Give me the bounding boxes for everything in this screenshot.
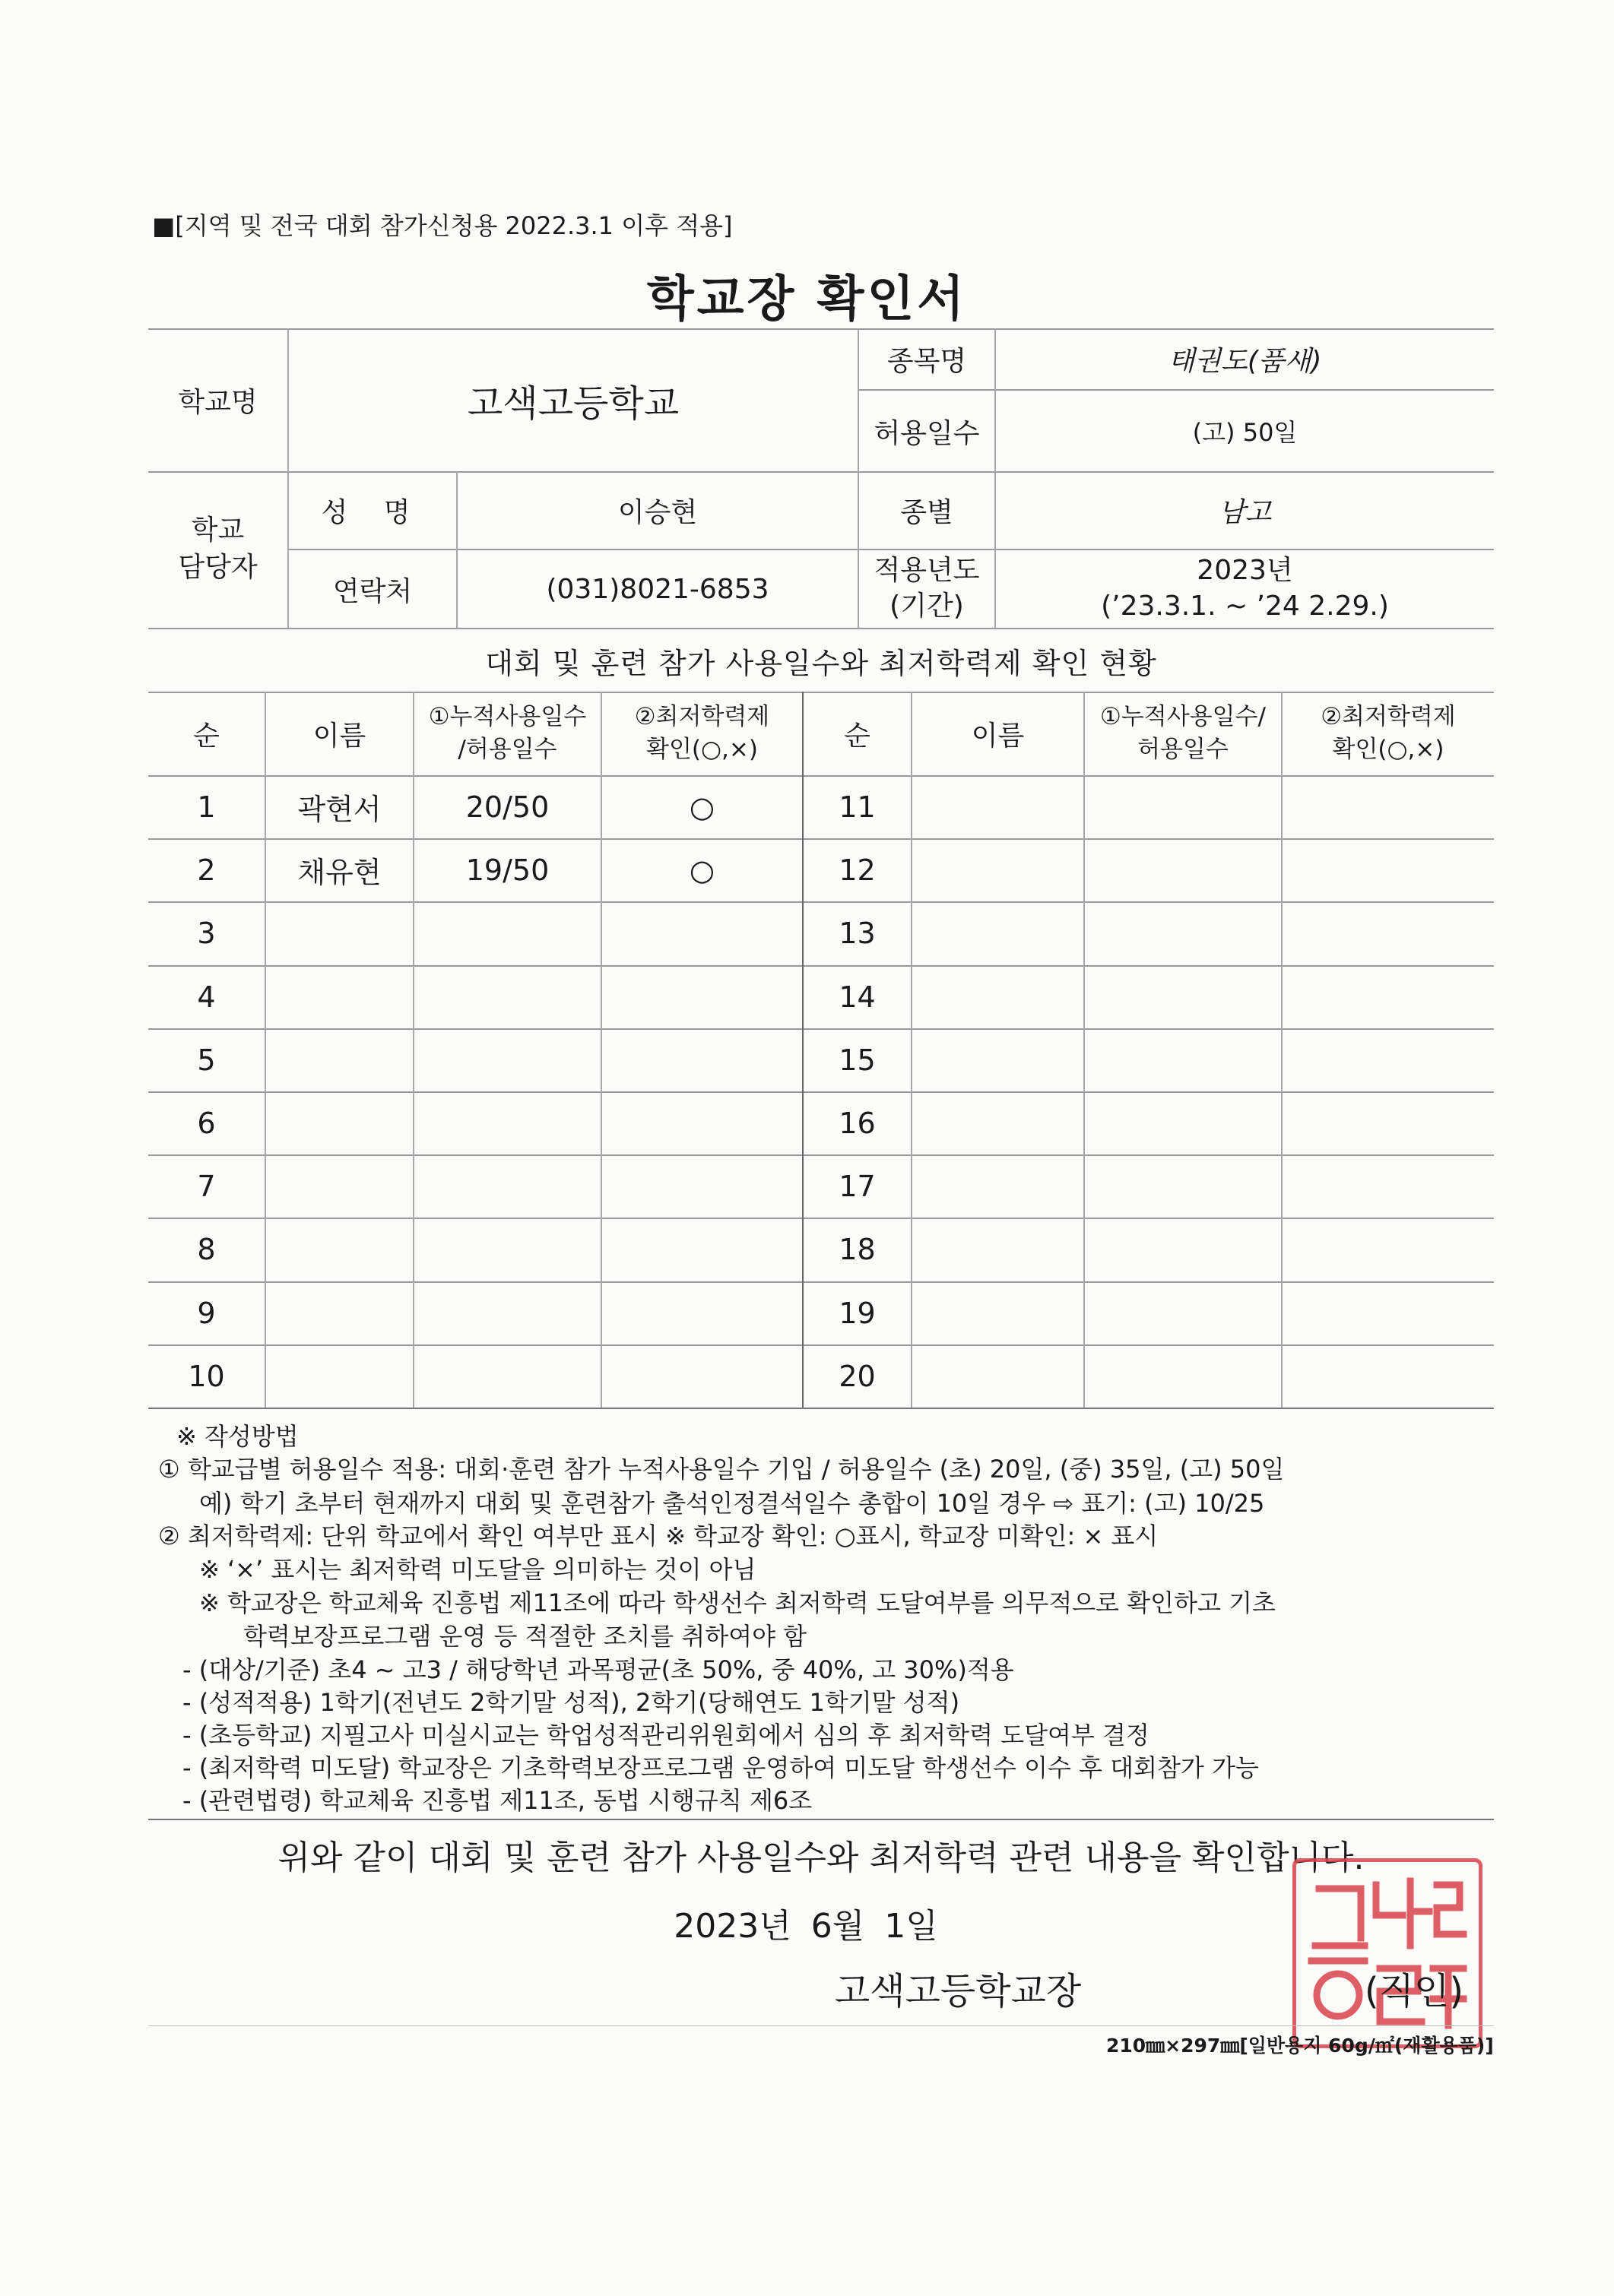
row-check <box>602 901 802 964</box>
gender-value: 남고 <box>1218 496 1272 528</box>
row-check: ○ <box>689 853 715 887</box>
note-item: - (최저학력 미도달) 학교장은 기초학력보장프로그램 운영하여 미도달 학생선수 이수 후 대회참가 가능 <box>182 1753 1259 1782</box>
col-header-name-right: 이름 <box>971 720 1025 752</box>
row-number-right: 14 <box>839 980 876 1014</box>
row-check <box>602 1154 802 1218</box>
row-days <box>414 1344 601 1408</box>
col-header-name: 이름 <box>312 720 366 752</box>
row-name <box>266 901 413 964</box>
row-name: 채유현 <box>297 856 382 889</box>
row-name <box>266 1281 413 1344</box>
row-number-right: 12 <box>839 853 876 887</box>
school-label: 학교명 <box>178 386 258 418</box>
note-item: - (성적적용) 1학기(전년도 2학기말 성적), 2학기(당해연도 1학기말 성적) <box>182 1688 960 1717</box>
row-days <box>414 1218 601 1281</box>
note-item: ① 학교급별 허용일수 적용: 대회·훈련 참가 누적사용일수 기입 / 허용일수 (초) 20일, (중) 35일, (고) 50일 <box>158 1455 1285 1484</box>
row-days: 20/50 <box>465 790 550 824</box>
row-number: 2 <box>197 853 216 887</box>
row-days <box>414 901 601 964</box>
row-number: 6 <box>197 1106 216 1140</box>
note-heading: ※ 작성방법 <box>176 1422 299 1451</box>
col-header-check: ②최저학력제 확인(○,×) <box>634 702 770 763</box>
contact-value: (031)8021-6853 <box>546 573 769 605</box>
row-name <box>266 1091 413 1154</box>
row-number: 5 <box>197 1043 216 1077</box>
row-number: 10 <box>188 1359 225 1393</box>
col-header-no-right: 순 <box>844 720 870 752</box>
paper-spec-footer: 210㎜×297㎜[일반용지 60g/㎡(재활용품)] <box>1106 2035 1494 2057</box>
row-check <box>602 1028 802 1091</box>
note-item: 예) 학기 초부터 현재까지 대회 및 훈련참가 출석인정결석일수 총합이 10일 경우 ⇨ 표기: (고) 10/25 <box>199 1489 1265 1518</box>
page-title: 학교장 확인서 <box>646 271 968 328</box>
name-label: 성 명 <box>321 496 424 528</box>
row-days <box>414 1028 601 1091</box>
sport-value: 태권도(품새) <box>1168 345 1322 377</box>
row-check <box>602 1218 802 1281</box>
row-number: 7 <box>197 1169 216 1203</box>
row-check <box>602 1344 802 1408</box>
note-item: ※ 학교장은 학교체육 진흥법 제11조에 따라 학생선수 최저학력 도달여부를 의무적으로 확인하고 기초 <box>199 1588 1276 1617</box>
row-number: 8 <box>197 1232 216 1266</box>
gender-label: 종별 <box>900 496 953 528</box>
row-name: 곽현서 <box>297 793 382 826</box>
row-name <box>266 965 413 1028</box>
col-header-days: ①누적사용일수 /허용일수 <box>428 702 587 763</box>
issue-date: 2023년 6월 1일 <box>674 1907 938 1946</box>
note-item: ※ ‘×’ 표시는 최저학력 미도달을 의미하는 것이 아님 <box>199 1555 756 1584</box>
row-name <box>266 1154 413 1218</box>
official-seal-stamp <box>1292 1858 1482 2048</box>
row-number-right: 18 <box>839 1232 876 1266</box>
row-check: ○ <box>689 790 715 824</box>
row-days <box>414 1091 601 1154</box>
note-item: 학력보장프로그램 운영 등 적절한 조치를 취하여야 함 <box>243 1622 807 1651</box>
sport-label: 종목명 <box>886 345 967 377</box>
allowed-days-value: (고) 50일 <box>1192 418 1298 447</box>
row-number-right: 16 <box>839 1106 876 1140</box>
row-number-right: 15 <box>839 1043 876 1077</box>
row-name <box>266 1028 413 1091</box>
row-check <box>602 965 802 1028</box>
note-item: - (대상/기준) 초4 ~ 고3 / 해당학년 과목평균(초 50%, 중 40%, 고 30%)적용 <box>182 1655 1014 1684</box>
note-item: - (관련법령) 학교체육 진흥법 제11조, 동법 시행규칙 제6조 <box>182 1786 813 1815</box>
allowed-days-label: 허용일수 <box>874 417 980 449</box>
row-check <box>602 1091 802 1154</box>
col-header-check-right: ②최저학력제 확인(○,×) <box>1321 702 1456 763</box>
row-number: 1 <box>197 790 216 824</box>
row-number: 9 <box>197 1296 216 1330</box>
row-name <box>266 1344 413 1408</box>
row-number-right: 11 <box>839 790 876 824</box>
row-number: 3 <box>197 916 216 950</box>
row-days <box>414 1154 601 1218</box>
manager-label: 학교 담당자 <box>178 515 258 583</box>
row-number-right: 17 <box>839 1169 876 1203</box>
row-days <box>414 1281 601 1344</box>
confirm-statement: 위와 같이 대회 및 훈련 참가 사용일수와 최저학력 관련 내용을 확인합니다. <box>277 1838 1365 1877</box>
school-name: 고색고등학교 <box>467 382 680 425</box>
row-days: 19/50 <box>465 853 550 887</box>
col-header-no: 순 <box>193 720 220 752</box>
row-number-right: 19 <box>839 1296 876 1330</box>
row-number-right: 13 <box>839 916 876 950</box>
note-item: - (초등학교) 지필고사 미실시교는 학업성적관리위원회에서 심의 후 최저학력 도달여부 결정 <box>182 1721 1149 1750</box>
row-number: 4 <box>197 980 216 1014</box>
principal-name: 고색고등학교장 <box>834 1969 1082 2013</box>
apply-year-label: 적용년도 (기간) <box>874 555 980 622</box>
row-days <box>414 965 601 1028</box>
section-title: 대회 및 훈련 참가 사용일수와 최저학력제 확인 현황 <box>485 646 1157 680</box>
note-item: ② 최저학력제: 단위 학교에서 확인 여부만 표시 ※ 학교장 확인: ○표시, 학교장 미확인: × 표시 <box>158 1522 1159 1550</box>
name-value: 이승현 <box>617 496 698 528</box>
apply-year-value: 2023년 (’23.3.1. ~ ’24 2.29.) <box>1101 555 1389 622</box>
row-name <box>266 1218 413 1281</box>
seal-label: (직인) <box>1364 1969 1464 2013</box>
row-number-right: 20 <box>839 1359 876 1393</box>
row-check <box>602 1281 802 1344</box>
col-header-days-right: ①누적사용일수/ 허용일수 <box>1100 702 1266 763</box>
contact-label: 연락처 <box>332 575 413 607</box>
form-header-note: ■[지역 및 전국 대회 참가신청용 2022.3.1 이후 적용] <box>152 211 733 240</box>
